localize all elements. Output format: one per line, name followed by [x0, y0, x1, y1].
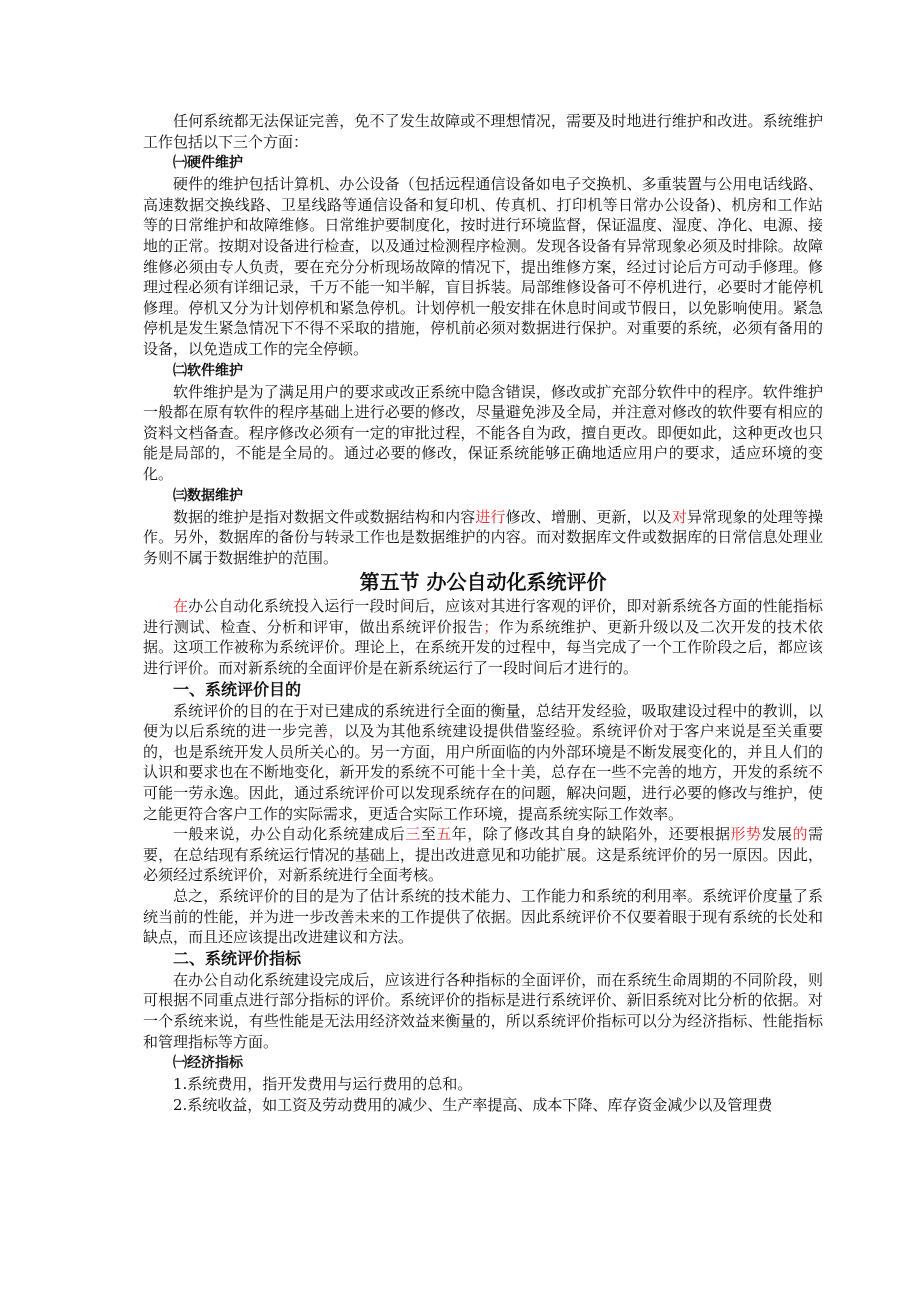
text-run: 至 [420, 825, 437, 844]
highlighted-text: 对 [671, 507, 688, 526]
highlighted-text: ， [328, 722, 345, 741]
software-heading: ㈡软件维护 [173, 362, 243, 379]
data-maintenance-heading: ㈢数据维护 [173, 487, 243, 504]
text-run: 数据的维护是指对数据文件或数据结构和内容 [173, 507, 476, 526]
list-item: 1.系统费用，指开发费用与运行费用的总和。 [173, 1075, 473, 1094]
highlighted-text: 的 [792, 825, 808, 844]
text-run: 以及为其他系统建设提供借鉴经验。系统评价对于客户来说是至关重要的，也是系统开发人员所关心的。另一方面，用户所面临的内外部环境是不断发展变化的，并且人们的认识和要求也在不断地变化，新开发的系统不可能十全十美，总存在一些不完善的地方，开发的系统不可能一劳永逸。因此，通过系统评价可以发现系统存在的问题，解决问题，进行必要的修改与维护，使之能更符合客户工作的实际需求，更适合实际工作环境，提高系统实际工作效率。 [143, 722, 823, 823]
data-maintenance-paragraph [143, 507, 823, 569]
hardware-paragraph: 硬件的维护包括计算机、办公设备（包括远程通信设备如电子交换机、多重装置与公用电话线路、高速数据交换线路、卫星线路等通信设备和复印机、传真机、打印机等日常办公设备)、机房和工作站等的日常维护和故障维修。日常维护要制度化，按时进行环境监督，保证温度、湿度、净化、电源、接地的正常。按期对设备进行检查，以及通过检测程序检测。发现各设备有异常现象必须及时排除。故障维修必须由专人负责，要在充分分析现场故障的情况下，提出维修方案，经过讨论后方可动手修理。修理过程必须有详细记录，千万不能一知半解，盲目拆装。局部维修设备可不停机进行，必要时才能停机修理。停机又分为计划停机和紧急停机。计划停机一般安排在休息时间或节假日，以免影响使用。紧急停机是发生紧急情况下不得不采取的措施，停机前必须对数据进行保护。对重要的系统，必须有备用的设备，以免造成工作的完全停顿。 [143, 175, 823, 358]
highlighted-text: 五 [436, 825, 452, 844]
text-run: 修改、增删、更新，以及 [505, 507, 672, 526]
economic-heading: ㈠经济指标 [173, 1055, 243, 1072]
purpose-paragraph-3: 总之，系统评价的目的是为了估计系统的技术能力、工作能力和系统的利用率。系统评价度量了系统当前的性能，并为进一步改善未来的工作提供了依据。因此系统评价不仅要着眼于现有系统的长处和缺点，而且还应该提出改进建议和方法。 [143, 887, 823, 947]
highlighted-text: ； [483, 617, 499, 636]
indicators-heading: 二、系统评价指标 [173, 948, 302, 968]
text-run: 作为系统维护、更新升级以及二次开发的技术依据。这项工作被称为系统评价。理论上，在系统开发的过程中，每当完成了一个工作阶段之后，都应该进行评价。而对新系统的全面评价是在新系统运行了一段时间后才进行的。 [143, 617, 823, 678]
highlighted-text: 在 [173, 597, 189, 616]
highlighted-text: 三 [405, 825, 421, 844]
section-title: 第五节 办公自动化系统评价 [359, 570, 607, 595]
text-run: 一般来说，办公自动化系统建成后 [173, 825, 406, 844]
purpose-paragraph-1 [143, 701, 823, 825]
text-run: 异常现象的处理等操作。另外，数据库的备份与转录工作也是数据维护的内容。而对数据库文件或数据库的日常信息处理业务则不属于数据维护的范围。 [143, 507, 823, 567]
text-run: 办公自动化系统投入运行一段时间后，应该对其进行客观的评价，即对新系统各方面的性能指标进行测试、检查、分析和评审，做出系统评价报告 [143, 597, 823, 636]
text-run: 需要，在总结现有系统运行情况的基础上，提出改进意见和功能扩展。这是系统评价的另一原因。因此，必须经过系统评价，对新系统进行全面考核。 [143, 825, 823, 885]
hardware-heading: ㈠硬件维护 [173, 155, 243, 172]
indicators-paragraph: 在办公自动化系统建设完成后，应该进行各种指标的全面评价，而在系统生命周期的不同阶段，则可根据不同重点进行部分指标的评价。系统评价的指标是进行系统评价、新旧系统对比分析的依据。对一个系统来说，有些性能是无法用经济效益来衡量的，所以系统评价指标可以分为经济指标、性能指标和管理指标等方面。 [143, 970, 823, 1051]
text-run: 系统评价的目的在于对已建成的系统进行全面的衡量，总结开发经验，吸取建设过程中的教训，以便为以后系统的进一步完善 [143, 701, 823, 741]
text-run: 年，除了修改其自身的缺陷外，还要根据 [451, 825, 731, 844]
purpose-paragraph-2 [143, 824, 823, 886]
intro-paragraph: 任何系统都无法保证完善，免不了发生故障或不理想情况，需要及时地进行维护和改进。系统维护工作包括以下三个方面： [143, 112, 823, 151]
highlighted-text: 进行 [475, 507, 506, 526]
document-page [143, 111, 823, 1115]
software-paragraph: 软件维护是为了满足用户的要求或改正系统中隐含错误，修改或扩充部分软件中的程序。软件维护一般都在原有软件的程序基础上进行必要的修改，尽量避免涉及全局，并注意对修改的软件要有相应的资料文档备查。程序修改必须有一定的审批过程，不能各自为政，擅自更改。即便如此，这种更改也只能是局部的，不能是全局的。通过必要的修改，保证系统能够正确地适应用户的要求，适应环境的变化。 [143, 382, 823, 483]
text-run: 发展 [761, 825, 793, 844]
list-item: 2.系统收益，如工资及劳动费用的减少、生产率提高、成本下降、库存资金减少以及管理费 [173, 1095, 773, 1114]
purpose-heading: 一、系统评价目的 [173, 679, 302, 699]
highlighted-text: 形势 [730, 825, 762, 844]
section-intro-paragraph [143, 596, 823, 678]
